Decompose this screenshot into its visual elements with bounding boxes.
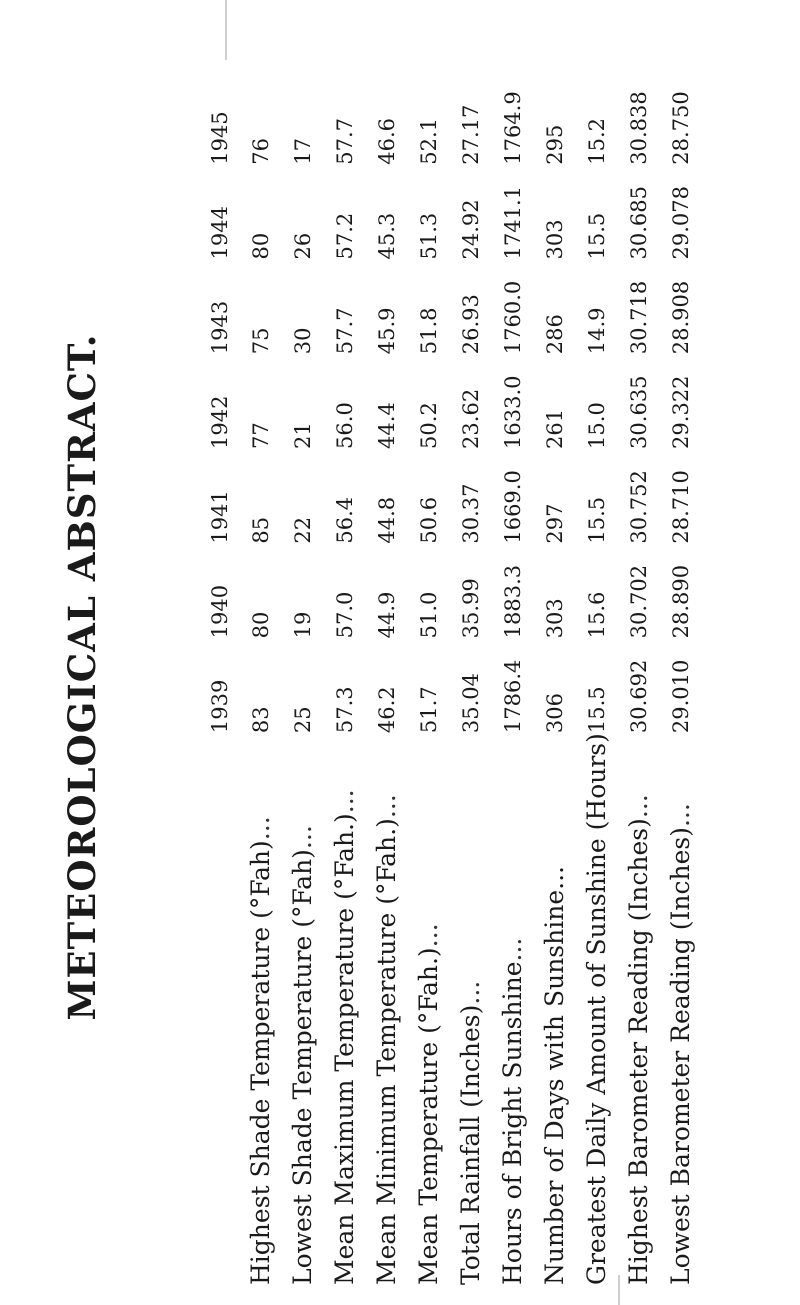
value-cell: 28.890 [669,564,693,639]
parameter-label: Mean Maximum Temperature (°Fah.) [330,813,359,1285]
table-row [282,70,324,1285]
table-row [660,70,702,1285]
value-cell: 26.93 [459,294,483,355]
value-cell: 51.3 [417,212,441,260]
value-cell: 15.5 [585,686,609,734]
value-cell: 29.078 [669,186,693,260]
leader-dots: ... [288,825,317,850]
value-cell: 15.5 [585,496,609,544]
year-header: 1945 [208,111,232,165]
parameter-label: Total Rainfall (Inches) [456,1004,485,1285]
value-cell: 30.702 [627,564,651,639]
table-row [240,70,282,1285]
value-cell: 1883.3 [501,564,525,639]
table-row [534,70,576,1285]
value-cell: 85 [249,516,273,544]
value-cell: 30.37 [459,483,483,544]
value-cell: 21 [291,422,315,449]
value-cell: 295 [543,124,567,165]
parameter-cell [282,733,324,1285]
parameter-cell [450,733,492,1285]
table-row [492,70,534,1285]
value-cell: 29.322 [669,375,693,449]
parameter-cell [408,733,450,1285]
parameter-label: Hours of Bright Sunshine [498,961,527,1285]
leader-dots: ... [414,923,443,948]
value-cell: 15.0 [585,402,609,449]
value-cell: 17 [291,138,315,165]
value-cell: 30 [291,327,315,355]
table-row [324,70,366,1285]
value-cell: 1741.1 [501,186,525,260]
value-cell: 51.7 [417,686,441,734]
value-cell: 44.8 [375,496,399,544]
parameter-label: Lowest Shade Temperature (°Fah) [288,849,317,1285]
value-cell: 44.9 [375,591,399,639]
value-cell: 27.17 [459,104,483,165]
year-header: 1942 [208,395,232,449]
value-cell: 56.0 [333,402,357,449]
value-cell: 1669.0 [501,470,525,544]
value-cell: 14.9 [585,307,609,355]
value-cell: 24.92 [459,199,483,260]
value-cell: 46.2 [375,686,399,734]
parameter-label: Highest Barometer Reading (Inches) [624,818,653,1285]
parameter-label: Lowest Barometer Reading (Inches) [666,827,695,1285]
value-cell: 50.2 [417,402,441,449]
value-cell: 297 [543,503,567,544]
parameter-label: Highest Shade Temperature (°Fah) [246,840,275,1285]
value-cell: 22 [291,516,315,544]
parameter-cell [576,733,618,1285]
year-header: 1939 [208,679,232,734]
table-row [450,70,492,1285]
value-cell: 57.3 [333,686,357,734]
year-header: 1943 [208,300,232,355]
parameter-cell [660,733,702,1285]
edge-rule-top [225,0,227,60]
leader-dots: ... [666,803,695,828]
leader-dots: ... [456,980,485,1005]
abstract-table-wrapper [200,70,695,1285]
value-cell: 303 [543,598,567,639]
value-cell: 29.010 [669,659,693,734]
table-row [408,70,450,1285]
parameter-cell [534,733,576,1285]
leader-dots: ... [246,816,275,841]
value-cell: 45.9 [375,307,399,355]
value-cell: 35.04 [459,672,483,734]
year-header: 1940 [208,584,232,639]
value-cell: 30.685 [627,186,651,260]
value-cell: 50.6 [417,496,441,544]
value-cell: 1633.0 [501,375,525,449]
value-cell: 1786.4 [501,659,525,734]
value-cell: 30.635 [627,375,651,449]
parameter-label: Mean Temperature (°Fah.) [414,947,443,1285]
value-cell: 30.838 [627,91,651,165]
value-cell: 25 [291,706,315,734]
value-cell: 83 [249,706,273,734]
value-cell: 306 [543,693,567,734]
value-cell: 57.2 [333,212,357,260]
value-cell: 28.908 [669,280,693,355]
header-corner [200,733,240,1285]
parameter-cell [618,733,660,1285]
parameter-label: Number of Days with Sunshine... [540,866,569,1285]
value-cell: 19 [291,611,315,639]
value-cell: 35.99 [459,578,483,639]
page-title: METEOROLOGICAL ABSTRACT. [60,333,104,1021]
meteorological-table [200,70,702,1285]
value-cell: 26 [291,232,315,260]
value-cell: 28.710 [669,470,693,544]
value-cell: 51.8 [417,307,441,355]
value-cell: 44.4 [375,402,399,449]
year-header-row [200,70,240,1285]
value-cell: 51.0 [417,591,441,639]
leader-dots: ... [372,794,401,819]
parameter-cell [492,733,534,1285]
leader-dots: ... [624,794,653,819]
value-cell: 303 [543,219,567,260]
value-cell: 80 [249,232,273,260]
value-cell: 45.3 [375,212,399,260]
value-cell: 30.692 [627,659,651,734]
value-cell: 52.1 [417,118,441,165]
value-cell: 30.752 [627,470,651,544]
table-body [240,70,702,1285]
table-row [618,70,660,1285]
parameter-label: Mean Minimum Temperature (°Fah.) [372,818,401,1285]
parameter-cell [366,733,408,1285]
parameter-cell [240,733,282,1285]
value-cell: 15.6 [585,591,609,639]
value-cell: 56.4 [333,496,357,544]
leader-dots: ... [498,937,527,962]
value-cell: 46.6 [375,118,399,165]
value-cell: 77 [249,422,273,449]
year-header: 1941 [208,490,232,544]
value-cell: 57.7 [333,307,357,355]
parameter-cell [324,733,366,1285]
value-cell: 80 [249,611,273,639]
value-cell: 76 [249,138,273,165]
table-row [366,70,408,1285]
value-cell: 30.718 [627,280,651,355]
value-cell: 15.5 [585,212,609,260]
value-cell: 23.62 [459,388,483,449]
value-cell: 286 [543,314,567,355]
leader-dots: ... [330,789,359,814]
table-row [576,70,618,1285]
value-cell: 1760.0 [501,280,525,355]
value-cell: 28.750 [669,91,693,165]
value-cell: 1764.9 [501,91,525,165]
value-cell: 57.7 [333,118,357,165]
year-header: 1944 [208,206,232,260]
value-cell: 57.0 [333,591,357,639]
value-cell: 15.2 [585,118,609,165]
value-cell: 261 [543,408,567,449]
value-cell: 75 [249,327,273,355]
parameter-label: Greatest Daily Amount of Sunshine (Hours) [582,733,611,1285]
